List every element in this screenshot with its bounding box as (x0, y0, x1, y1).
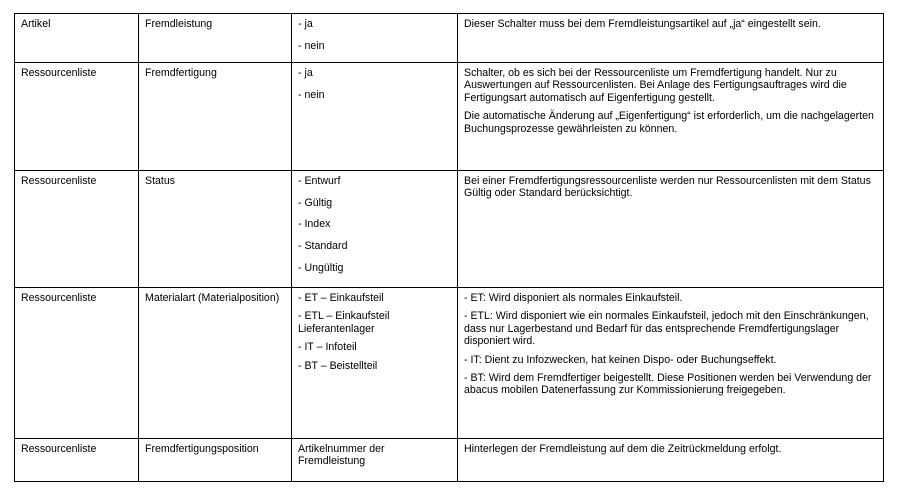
option-item: - Index (298, 218, 331, 231)
description-paragraph: Schalter, ob es sich bei der Ressourcenliste um Fremdfertigung handelt. Nur zu Auswertungen auf Ressourcenlisten. Bei Anlage des Fertigungsauftrages wird die Fertigungsart automatisch auf Eigenfertigung gestellt. (464, 67, 847, 104)
description-paragraph: Bei einer Fremdfertigungsressourcenliste werden nur Ressourcenlisten mit dem Status Gültig oder Standard berücksichtigt. (464, 175, 871, 200)
description-paragraph: Die automatische Änderung auf „Eigenfertigung“ ist erforderlich, um die nachgelagerten Buchungsprozesse gewährleisten zu können. (464, 110, 874, 135)
field-cell: Fremdleistung (139, 14, 292, 63)
object-cell: Ressourcenliste (15, 288, 139, 439)
option-item: - ja (298, 67, 313, 79)
description-paragraph: - IT: Dient zu Infozwecken, hat keinen Dispo- oder Buchungseffekt. (464, 353, 777, 366)
table-row (15, 14, 884, 63)
table-row (15, 288, 884, 439)
object-cell: Ressourcenliste (15, 171, 139, 288)
description-paragraph: - ET: Wird disponiert als normales Einkaufsteil. (464, 292, 683, 304)
description-cell (458, 288, 884, 439)
field-cell: Materialart (Materialposition) (139, 288, 292, 439)
option-item: - Ungültig (298, 261, 344, 274)
option-item: - nein (298, 39, 325, 52)
values-cell (292, 288, 458, 439)
object-cell: Ressourcenliste (15, 63, 139, 171)
option-item: Artikelnummer der Fremdleistung (298, 443, 385, 468)
table-row (15, 439, 884, 482)
values-cell (292, 63, 458, 171)
description-paragraph: - ETL: Wird disponiert wie ein normales Einkaufsteil, jedoch mit den Einschränkungen, dass nur Lagerbestand und Bedarf für das entsprechende Fremdfertigungslager disponiert wird. (464, 310, 869, 348)
description-cell (458, 439, 884, 482)
object-cell: Artikel (15, 14, 139, 63)
field-reference-table (14, 13, 884, 482)
field-cell: Fremdfertigung (139, 63, 292, 171)
values-cell (292, 14, 458, 63)
option-item: - ja (298, 18, 313, 30)
object-cell: Ressourcenliste (15, 439, 139, 482)
option-item: - ETL – Einkaufsteil Lieferantenlager (298, 310, 390, 335)
option-item: - ET – Einkaufsteil (298, 292, 384, 304)
field-cell: Fremdfertigungsposition (139, 439, 292, 482)
values-cell (292, 439, 458, 482)
table-row (15, 171, 884, 288)
option-item: - nein (298, 88, 325, 101)
values-cell (292, 171, 458, 288)
field-cell: Status (139, 171, 292, 288)
option-item: - Entwurf (298, 175, 341, 187)
description-cell (458, 63, 884, 171)
description-paragraph: Hinterlegen der Fremdleistung auf dem die Zeitrückmeldung erfolgt. (464, 443, 782, 455)
option-item: - Standard (298, 240, 348, 253)
description-paragraph: Dieser Schalter muss bei dem Fremdleistungsartikel auf „ja“ eingestellt sein. (464, 18, 821, 30)
description-cell (458, 171, 884, 288)
description-cell (458, 14, 884, 63)
option-item: - IT – Infoteil (298, 341, 357, 354)
option-item: - BT – Beistellteil (298, 359, 378, 372)
option-item: - Gültig (298, 196, 333, 209)
table-row (15, 63, 884, 171)
description-paragraph: - BT: Wird dem Fremdfertiger beigestellt. Diese Positionen werden bei Verwendung der abacus mobilen Datenerfassung zur Kommissionierung freigegeben. (464, 372, 872, 397)
